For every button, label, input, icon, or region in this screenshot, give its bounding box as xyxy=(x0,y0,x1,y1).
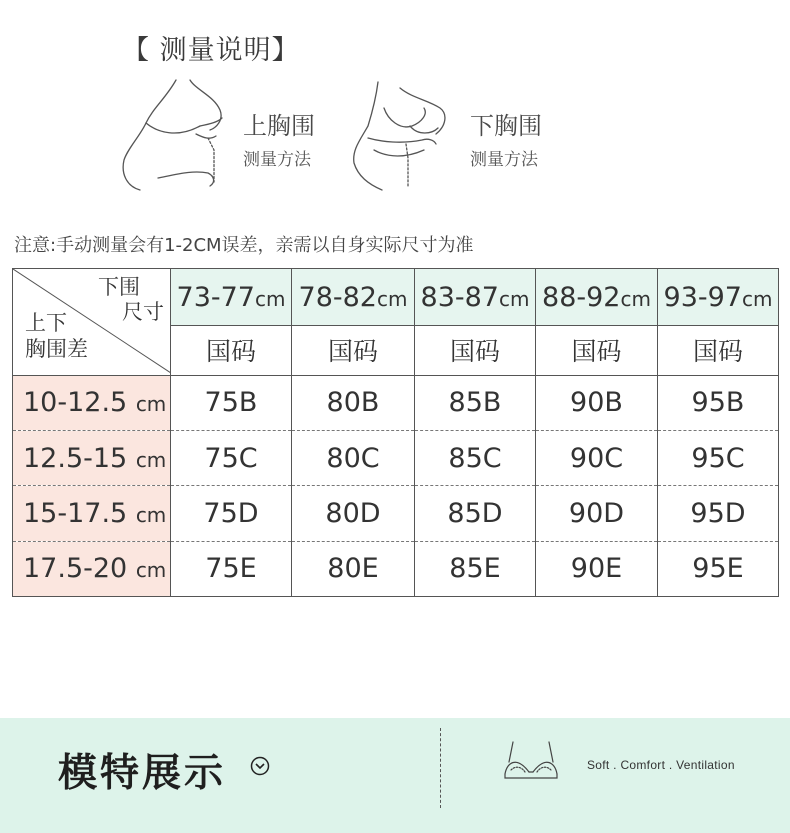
column-header xyxy=(536,269,658,326)
bra-icon xyxy=(503,740,559,782)
column-header xyxy=(415,269,536,326)
row-unit: cm xyxy=(135,502,167,527)
row-header xyxy=(13,375,171,430)
model-showcase-banner xyxy=(0,718,790,833)
upper-bust-sub: 测量方法 xyxy=(243,150,311,170)
corner-top-line2: 尺寸 xyxy=(122,300,164,324)
upper-bust-illustration xyxy=(118,78,228,193)
size-standard-label: 国码 xyxy=(658,326,779,375)
size-cell: 85B xyxy=(415,375,536,430)
size-cell: 85C xyxy=(415,430,536,485)
size-cell: 75D xyxy=(171,486,292,541)
column-unit: cm xyxy=(741,286,773,311)
size-cell: 95B xyxy=(658,375,779,430)
upper-bust-caption xyxy=(243,106,315,170)
row-unit: cm xyxy=(135,447,167,472)
row-unit: cm xyxy=(135,558,167,583)
column-range: 78-82 xyxy=(298,281,377,313)
row-diff: 17.5-20 xyxy=(23,553,128,585)
column-unit: cm xyxy=(620,286,651,311)
row-diff: 10-12.5 xyxy=(23,387,128,419)
column-range: 88-92 xyxy=(542,281,621,313)
column-range: 83-87 xyxy=(420,281,499,313)
size-standard-label: 国码 xyxy=(171,326,292,375)
row-diff: 15-17.5 xyxy=(23,497,128,529)
size-cell: 95E xyxy=(658,541,779,596)
row-diff: 12.5-15 xyxy=(23,442,128,474)
corner-bottom-line2: 胸围差 xyxy=(25,337,88,361)
measure-title: 【 测量说明】 xyxy=(122,35,300,66)
size-standard-label: 国码 xyxy=(415,326,536,375)
size-cell: 80B xyxy=(292,375,415,430)
column-unit: cm xyxy=(254,286,286,311)
column-unit: cm xyxy=(498,286,530,311)
banner-divider xyxy=(440,728,441,808)
size-cell: 80C xyxy=(292,430,415,485)
size-cell: 75E xyxy=(171,541,292,596)
lower-bust-sub: 测量方法 xyxy=(470,150,538,170)
size-cell: 95C xyxy=(658,430,779,485)
chevron-down-circle-icon[interactable] xyxy=(250,756,270,776)
table-header-row xyxy=(13,269,779,326)
row-header xyxy=(13,486,171,541)
row-header xyxy=(13,541,171,596)
size-chart-table xyxy=(12,268,779,597)
size-cell: 80D xyxy=(292,486,415,541)
size-cell: 75B xyxy=(171,375,292,430)
column-header xyxy=(658,269,779,326)
corner-bottom-line1: 上下 xyxy=(25,311,67,335)
row-unit: cm xyxy=(135,392,167,417)
column-range: 93-97 xyxy=(663,281,742,313)
corner-top-line1: 下围 xyxy=(98,275,140,299)
column-header xyxy=(171,269,292,326)
column-unit: cm xyxy=(376,286,408,311)
measure-note: 注意:手动测量会有1-2CM误差，亲需以自身实际尺寸为准 xyxy=(14,235,474,256)
size-standard-label: 国码 xyxy=(536,326,658,375)
size-standard-label: 国码 xyxy=(292,326,415,375)
banner-tagline: Soft . Comfort . Ventilation xyxy=(587,758,735,772)
column-range: 73-77 xyxy=(176,281,255,313)
size-cell: 90D xyxy=(536,486,658,541)
size-cell: 90E xyxy=(536,541,658,596)
size-cell: 75C xyxy=(171,430,292,485)
lower-bust-caption xyxy=(470,106,542,170)
size-cell: 85E xyxy=(415,541,536,596)
table-row xyxy=(13,541,779,596)
table-row xyxy=(13,375,779,430)
size-cell: 95D xyxy=(658,486,779,541)
table-corner-cell xyxy=(13,269,171,376)
lower-bust-figure xyxy=(348,78,458,193)
size-cell: 90C xyxy=(536,430,658,485)
upper-bust-label: 上胸围 xyxy=(243,112,315,140)
row-header xyxy=(13,430,171,485)
size-cell: 90B xyxy=(536,375,658,430)
size-cell: 80E xyxy=(292,541,415,596)
column-header xyxy=(292,269,415,326)
banner-title: 模特展示 xyxy=(58,751,227,796)
lower-bust-label: 下胸围 xyxy=(470,112,542,140)
size-cell: 85D xyxy=(415,486,536,541)
table-row xyxy=(13,486,779,541)
table-row xyxy=(13,430,779,485)
lower-bust-illustration xyxy=(348,78,458,193)
upper-bust-figure xyxy=(118,78,228,193)
